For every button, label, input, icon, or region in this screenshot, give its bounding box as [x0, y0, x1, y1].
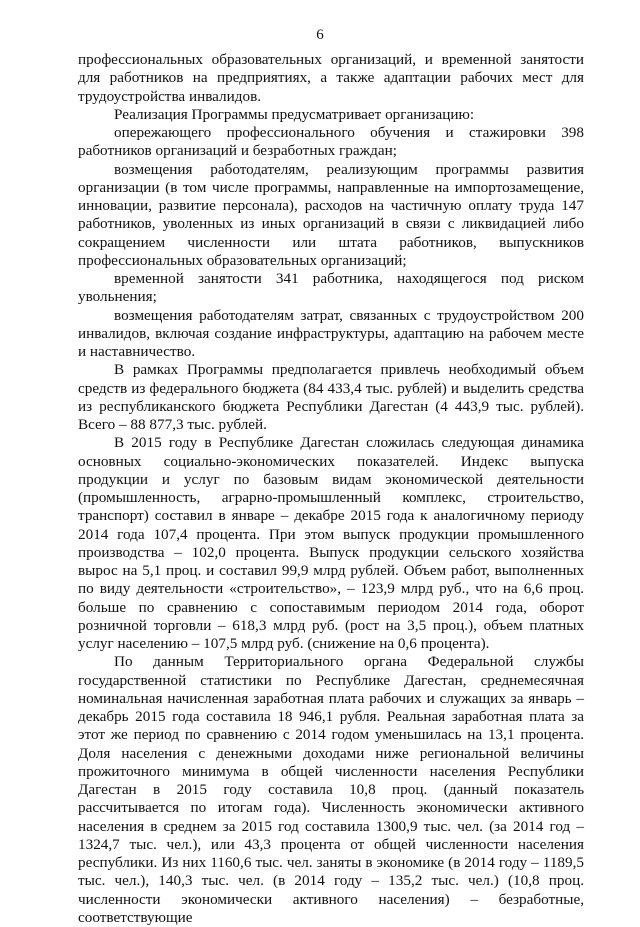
paragraph-program-intro: Реализация Программы предусматривает организацию:	[114, 105, 475, 123]
paragraph-economic-dynamics: В 2015 году в Республике Дагестан сложилась следующая динамика основных социально-экономических показателей. Индекс выпуска продукции и услуг по базовым видам экономической деятельности (промышленность, аграрно-промышленный комплекс, строительство, транспорт) составил в январе – декабре 2015 года к аналогичному периоду 2014 года 107,4 процента. При этом выпуск продукции промышленного производства – 102,0 процента. Выпуск продукции сельского хозяйства вырос на 5,1 проц. и составил 99,9 млрд рублей. Объем работ, выполненных по виду деятельности «строительство», – 123,9 млрд руб., что на 6,6 проц. больше по сравнению с сопоставимым периодом 2014 года, оборот розничной торговли – 618,3 млрд руб. (рост на 3,5 проц.), объем платных услуг населению – 107,5 млрд руб. (снижение на 0,6 процента).	[78, 434, 584, 652]
paragraph-employer-compensation: возмещения работодателям, реализующим программы развития организации (в том числе программы, направленные на импортозамещение, инновации, развитие персонала), расходов на частичную оплату труда 147 работников, уволенных из иных организаций в связи с ликвидацией либо сокращением численности или штата работников, выпускников профессиональных образовательных организаций;	[78, 160, 584, 269]
paragraph-training: опережающего профессионального обучения и стажировки 398 работников организаций и безработных граждан;	[78, 124, 584, 160]
paragraph-disabled-employment: возмещения работодателям затрат, связанных с трудоустройством 200 инвалидов, включая создание инфраструктуры, адаптацию на рабочем месте и наставничество.	[78, 306, 584, 360]
document-body	[78, 51, 584, 927]
paragraph-labour-statistics: По данным Территориального органа Федеральной службы государственной статистики по Республике Дагестан, среднемесячная номинальная начисленная заработная плата рабочих и служащих за январь – декабрь 2015 года составила 18 946,1 рубля. Реальная заработная плата за этот же период по сравнению с 2014 годом уменьшилась на 13,1 процента. Доля населения с денежными доходами ниже региональной величины прожиточного минимума в общей численности населения Республики Дагестан в 2015 году составила 10,8 проц. (данный показатель рассчитывается по итогам года). Численность экономически активного населения в среднем за 2015 год составила 1300,9 тыс. чел. (за 2014 год – 1324,7 тыс. чел.), или 43,3 процента от общей численности населения республики. Из них 1160,6 тыс. чел. заняты в экономике (в 2014 году – 1189,5 тыс. чел.), 140,3 тыс. чел. (в 2014 году – 135,2 тыс. чел.) (10,8 проц. численности экономически активного населения) – безработные, соответствующие	[78, 653, 584, 926]
paragraph-continuation: профессиональных образовательных организаций, и временной занятости для работников на предприятиях, а также адаптации рабочих мест для трудоустройства инвалидов.	[78, 51, 584, 105]
paragraph-temporary-employment: временной занятости 341 работника, находящегося под риском увольнения;	[78, 270, 584, 306]
page-number: 6	[316, 27, 324, 43]
paragraph-budget: В рамках Программы предполагается привлечь необходимый объем средств из федерального бюджета (84 433,4 тыс. рублей) и выделить средства из республиканского бюджета Республики Дагестан (4 443,9 тыс. рублей). Всего – 88 877,3 тыс. рублей.	[78, 361, 584, 433]
